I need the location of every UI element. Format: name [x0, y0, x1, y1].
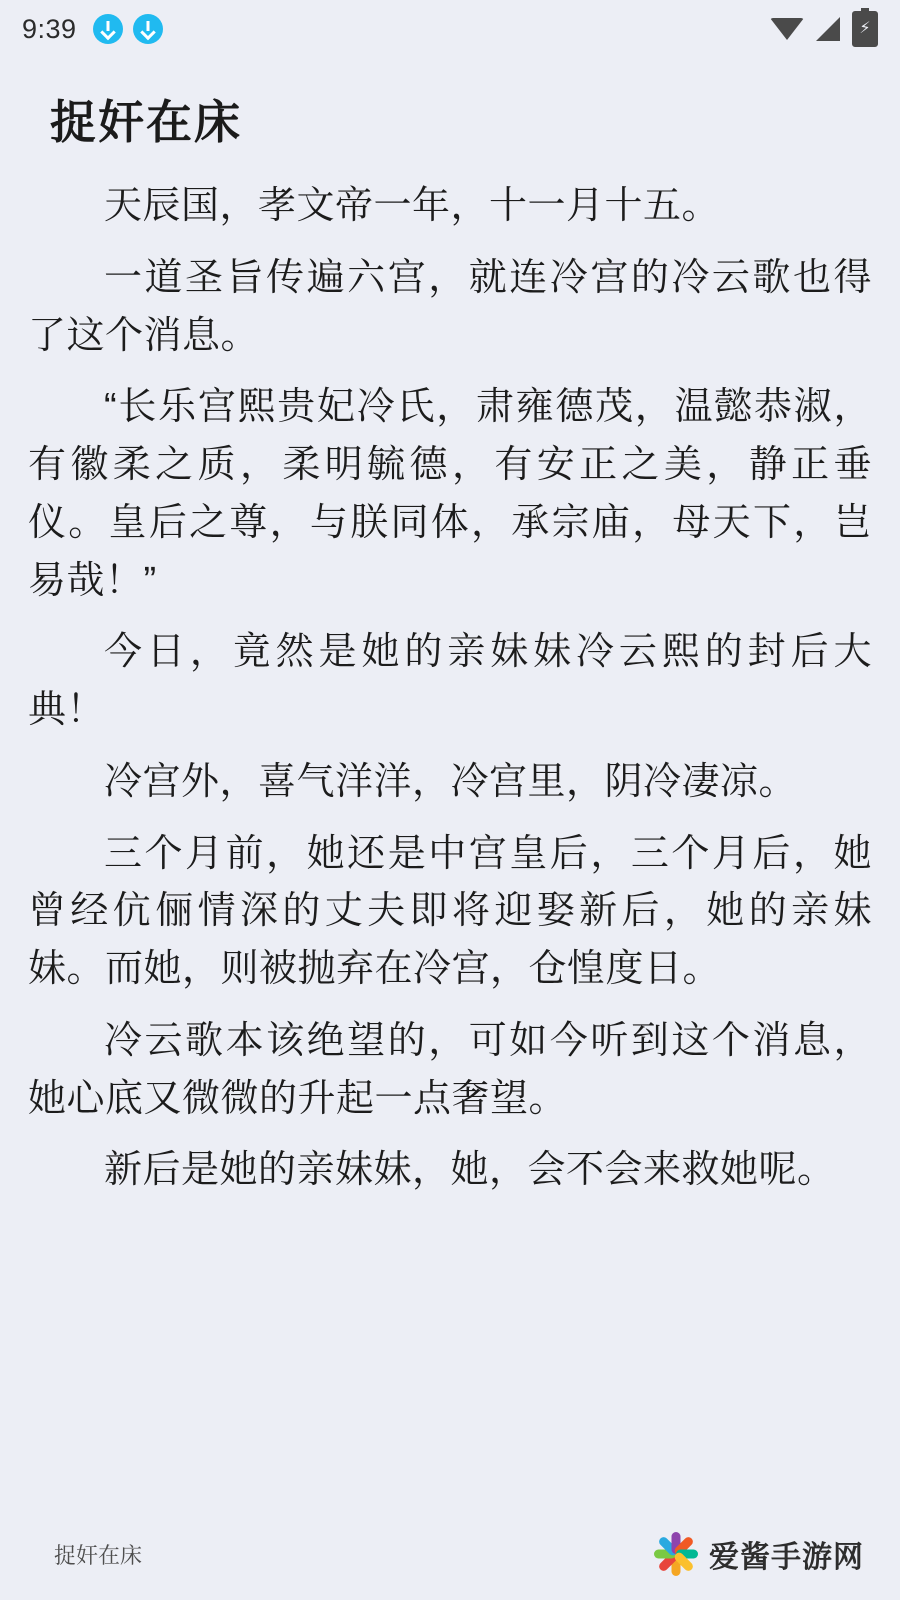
reader-footer [0, 1508, 900, 1600]
status-bar [0, 0, 900, 58]
paragraph: 三个月前，她还是中宫皇后，三个月后，她曾经伉俪情深的丈夫即将迎娶新后，她的亲妹妹。而她，则被抛弃在冷宫，仓惶度日。 [28, 832, 872, 990]
status-left-icons [93, 14, 163, 44]
paragraph: 今日，竟然是她的亲妹妹冷云熙的封后大典！ [28, 631, 872, 731]
paragraph: 新后是她的亲妹妹，她，会不会来救她呢。 [104, 1149, 836, 1192]
status-clock: 9:39 [22, 13, 77, 44]
watermark [653, 1531, 864, 1577]
paragraph: 一道圣旨传遍六宫，就连冷宫的冷云歌也得了这个消息。 [28, 256, 872, 357]
paragraph: “长乐宫熙贵妃冷氏，肃雍德茂，温懿恭淑，有徽柔之质，柔明毓德，有安正之美，静正垂仪。皇后之尊，与朕同体，承宗庙，母天下，岂易哉！” [28, 386, 872, 602]
status-right-icons [770, 11, 878, 47]
paragraph: 冷云歌本该绝望的，可如今听到这个消息，她心底又微微的升起一点奢望。 [28, 1019, 872, 1120]
page-title: 捉奸在床 [50, 96, 242, 148]
watermark-text: 爱酱手游网 [709, 1541, 864, 1574]
flower-logo-icon [653, 1531, 699, 1577]
wifi-icon [770, 18, 804, 40]
battery-charging-icon [852, 11, 878, 47]
download-icon [93, 14, 123, 44]
paragraph: 冷宫外，喜气洋洋，冷宫里，阴冷凄凉。 [104, 760, 798, 803]
paragraph: 天辰国，孝文帝一年，十一月十五。 [104, 185, 721, 227]
signal-icon [816, 17, 840, 41]
footer-book-title: 捉奸在床 [54, 1542, 143, 1568]
download-icon [133, 14, 163, 44]
reader-content[interactable] [0, 86, 900, 1200]
